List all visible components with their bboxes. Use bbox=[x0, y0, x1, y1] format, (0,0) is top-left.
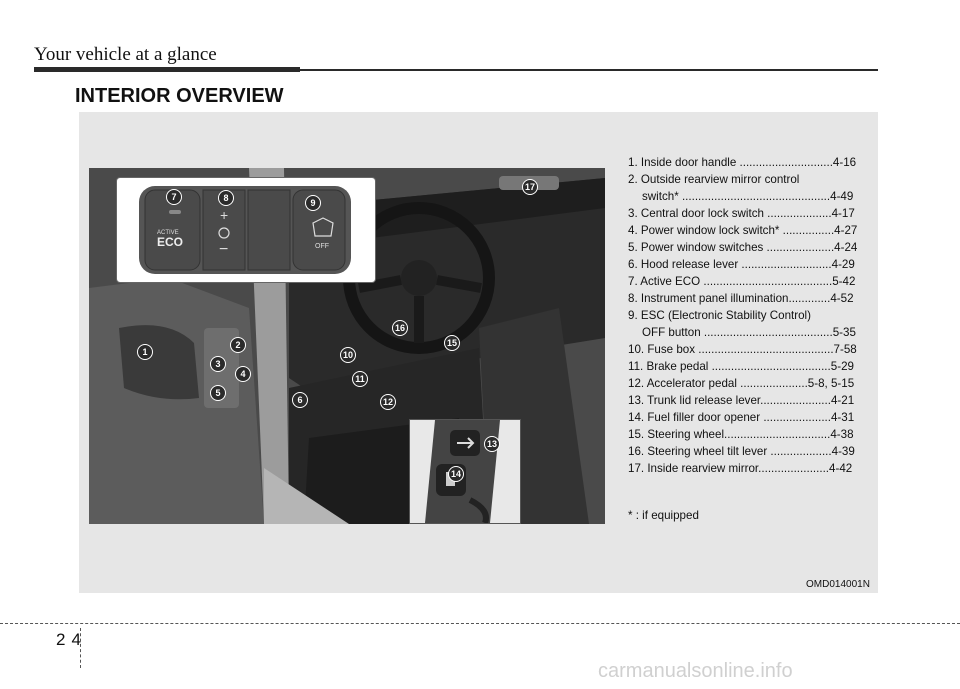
marker-10: 10 bbox=[340, 347, 356, 363]
parts-list-item-text: 2. Outside rearview mirror control bbox=[628, 173, 800, 186]
header-rule-thin bbox=[300, 69, 878, 71]
parts-list-item-text: 10. Fuse box ..........................................7-58 bbox=[628, 343, 857, 356]
parts-list-item bbox=[628, 341, 876, 358]
page-footer-rule bbox=[0, 623, 960, 624]
parts-list-item-text: 7. Active ECO ........................................5-42 bbox=[628, 275, 856, 288]
parts-list-item bbox=[628, 358, 876, 375]
marker-3: 3 bbox=[210, 356, 226, 372]
parts-list-item-continuation: OFF button ........................................5-35 bbox=[642, 326, 856, 339]
parts-list-item bbox=[628, 256, 876, 273]
parts-list-item-text: 1. Inside door handle .............................4-16 bbox=[628, 156, 857, 169]
marker-12: 12 bbox=[380, 394, 396, 410]
parts-list-item-text: 17. Inside rearview mirror......................4-42 bbox=[628, 462, 853, 475]
footnote: * : if equipped bbox=[628, 509, 699, 522]
parts-list-item bbox=[628, 409, 876, 426]
parts-list-item-text: 3. Central door lock switch ....................4-17 bbox=[628, 207, 855, 220]
parts-list-item-text: 15. Steering wheel.................................4-38 bbox=[628, 428, 854, 441]
page-number-separator bbox=[80, 628, 81, 668]
parts-list-item bbox=[628, 290, 876, 307]
lever-inset bbox=[409, 419, 521, 524]
eco-label: ECO bbox=[157, 235, 184, 249]
parts-list-item bbox=[628, 460, 876, 477]
svg-text:−: − bbox=[219, 241, 229, 258]
marker-5: 5 bbox=[210, 385, 226, 401]
marker-9: 9 bbox=[305, 195, 321, 211]
parts-list-item-text: 5. Power window switches .....................4-24 bbox=[628, 241, 858, 254]
parts-list-item bbox=[628, 239, 876, 256]
parts-list-item bbox=[628, 307, 876, 341]
parts-list-item bbox=[628, 443, 876, 460]
parts-list-item-text: 13. Trunk lid release lever......................4-21 bbox=[628, 394, 855, 407]
parts-list-item-text: 4. Power window lock switch* ................4-27 bbox=[628, 224, 858, 237]
active-label: ACTIVE bbox=[157, 230, 179, 236]
marker-8: 8 bbox=[218, 190, 234, 206]
parts-list-item-text: 14. Fuel filler door opener .....................4-31 bbox=[628, 411, 855, 424]
parts-list-item-text: 12. Accelerator pedal .....................5-8, 5-15 bbox=[628, 377, 855, 390]
parts-list-item-text: 9. ESC (Electronic Stability Control) bbox=[628, 309, 811, 322]
marker-13: 13 bbox=[484, 436, 500, 452]
parts-list-item-text: 16. Steering wheel tilt lever ...................4-39 bbox=[628, 445, 855, 458]
marker-1: 1 bbox=[137, 344, 153, 360]
lever-illustration bbox=[410, 420, 520, 523]
parts-list bbox=[628, 154, 876, 477]
parts-list-item-continuation: switch* ..............................................4-49 bbox=[642, 190, 854, 203]
switch-cluster-illustration bbox=[117, 178, 375, 282]
marker-6: 6 bbox=[292, 392, 308, 408]
parts-list-item bbox=[628, 426, 876, 443]
marker-7: 7 bbox=[166, 189, 182, 205]
marker-11: 11 bbox=[352, 371, 368, 387]
marker-16: 16 bbox=[392, 320, 408, 336]
esc-off-label: OFF bbox=[315, 243, 329, 250]
parts-list-item bbox=[628, 205, 876, 222]
page-number: 24 bbox=[56, 630, 87, 649]
parts-list-item bbox=[628, 375, 876, 392]
parts-list-item bbox=[628, 154, 876, 171]
parts-list-item-text: 11. Brake pedal .....................................5-29 bbox=[628, 360, 854, 373]
header-rule-thick bbox=[34, 67, 300, 72]
marker-2: 2 bbox=[230, 337, 246, 353]
switch-cluster-callout bbox=[116, 177, 376, 283]
svg-text:+: + bbox=[220, 207, 229, 223]
parts-list-item-text: 6. Hood release lever ............................4-29 bbox=[628, 258, 855, 271]
marker-14: 14 bbox=[448, 466, 464, 482]
marker-4: 4 bbox=[235, 366, 251, 382]
section-title: INTERIOR OVERVIEW bbox=[75, 85, 284, 107]
marker-15: 15 bbox=[444, 335, 460, 351]
parts-list-item bbox=[628, 392, 876, 409]
marker-17: 17 bbox=[522, 179, 538, 195]
header-title: Your vehicle at a glance bbox=[34, 44, 217, 65]
parts-list-item-text: 8. Instrument panel illumination.............4-52 bbox=[628, 292, 854, 305]
parts-list-item bbox=[628, 222, 876, 239]
watermark: carmanualsonline.info bbox=[598, 660, 793, 682]
parts-list-item bbox=[628, 273, 876, 290]
parts-list-item bbox=[628, 171, 876, 205]
image-code: OMD014001N bbox=[806, 579, 870, 590]
